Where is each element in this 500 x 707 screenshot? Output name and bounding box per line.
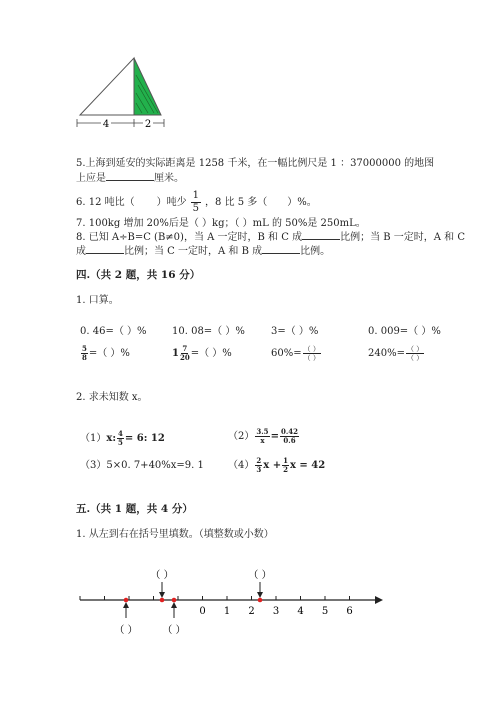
question-8-blank-2[interactable] bbox=[86, 244, 124, 254]
question-8-text-e: 比例。 bbox=[300, 246, 331, 257]
number-line-tick-label: 2 bbox=[248, 606, 255, 617]
number-line-tick-labels bbox=[199, 606, 352, 617]
question-6-text-c: ，8 比 5 多（ bbox=[205, 197, 268, 208]
question-8-text-c: 成 bbox=[76, 246, 86, 257]
oral-item-5-fraction: $\frac{5}{8}$ bbox=[82, 344, 87, 362]
oral-item-3: 3=（ ）% bbox=[271, 326, 319, 337]
question-5-text-b: 上应是 bbox=[76, 173, 106, 184]
question-5-line1: 5.上海到延安的实际距离是 1258 千米，在一幅比例尺是 1 ：37000000 的地图 bbox=[76, 158, 435, 169]
oral-item-5: $\frac{5}{8}$ =（ ）% bbox=[82, 344, 130, 362]
question-6 bbox=[76, 190, 317, 215]
paren-top-d: （ ） bbox=[248, 570, 272, 581]
oral-item-1: 0. 46=（ ）% bbox=[80, 326, 147, 337]
question-8-text-b: 比例；当 B 一定时，A 和 C bbox=[340, 232, 466, 243]
question-8-blank-1[interactable] bbox=[302, 230, 340, 240]
oral-item-7: 60%= $\frac{( )}{( )}$ bbox=[271, 345, 320, 362]
oral-item-8-fraction: $\frac{( )}{( )}$ bbox=[406, 345, 424, 362]
triangle-right-length: 2 bbox=[144, 119, 152, 130]
number-line-arrowhead bbox=[375, 596, 383, 604]
arrow-a-head bbox=[123, 602, 129, 608]
number-line-tick-label: 1 bbox=[223, 606, 231, 617]
point-b bbox=[160, 598, 165, 603]
arrow-d-head bbox=[257, 592, 263, 598]
triangle-left-length: 4 bbox=[102, 119, 110, 130]
section-5-title: 五.（共 1 题，共 4 分） bbox=[76, 503, 193, 515]
question-6-text-d: ）%。 bbox=[287, 197, 317, 208]
question-6-fraction bbox=[191, 190, 201, 215]
oral-item-2: 10. 08=（ ）% bbox=[172, 326, 245, 337]
question-8-blank-3[interactable] bbox=[262, 244, 300, 254]
paren-bottom-c: （ ） bbox=[162, 625, 186, 636]
point-c bbox=[172, 598, 177, 603]
numberline-title: 1. 从左到右在括号里填数。（填整数或小数） bbox=[76, 529, 274, 540]
question-8-line2 bbox=[76, 244, 330, 258]
equation-3: （3）5×0. 7+40%x=9. 1 bbox=[80, 460, 204, 471]
question-6-text-b: ）吨少 bbox=[156, 197, 187, 208]
number-line-tick-label: 5 bbox=[321, 606, 329, 617]
question-8-line1 bbox=[76, 230, 465, 244]
question-6-text-a: 6. 12 吨比（ bbox=[76, 197, 135, 208]
number-line-tick-label: 0 bbox=[199, 606, 206, 617]
triangle-figure bbox=[70, 55, 180, 135]
oral-item-7-fraction: $\frac{( )}{( )}$ bbox=[303, 345, 320, 362]
equation-4: （4） $\frac{2}{3}$ x + $\frac{1}{2}$ x = 42 bbox=[228, 456, 326, 474]
oral-item-6: 1 $\frac{7}{20}$ =（ ）% bbox=[172, 344, 232, 362]
paren-bottom-a: （ ） bbox=[114, 625, 138, 636]
oral-item-4: 0. 009=（ ）% bbox=[368, 326, 441, 337]
paren-top-b: （ ） bbox=[150, 570, 174, 581]
question-5-blank[interactable] bbox=[106, 171, 154, 181]
number-line-tick-label: 4 bbox=[297, 606, 304, 617]
oral-item-8: 240%= $\frac{( )}{( )}$ bbox=[368, 345, 424, 362]
question-6-frac-num: 1 bbox=[192, 190, 199, 201]
point-a bbox=[124, 598, 129, 603]
section-4-title: 四.（共 2 题，共 16 分） bbox=[76, 269, 201, 281]
oral-calc-title: 1. 口算。 bbox=[76, 295, 119, 306]
question-7: 7. 100kg 增加 20%后是（ ）kg；（ ）mL 的 50%是 250mL。 bbox=[76, 218, 366, 229]
arrow-b-head bbox=[159, 592, 165, 598]
question-6-frac-den: 5 bbox=[192, 203, 199, 214]
oral-item-6-fraction: $\frac{7}{20}$ bbox=[179, 344, 190, 362]
number-line-tick-label: 6 bbox=[346, 606, 353, 617]
number-line bbox=[70, 560, 390, 650]
arrow-c-head bbox=[171, 602, 177, 608]
solve-x-title: 2. 求未知数 x。 bbox=[76, 392, 148, 403]
question-5-line2 bbox=[76, 171, 184, 185]
question-8-text-a: 8. 已知 A÷B=C (B≠0)，当 A 一定时，B 和 C 成 bbox=[76, 232, 303, 243]
triangle-left-part bbox=[80, 58, 134, 115]
number-line-tick-label: 3 bbox=[272, 606, 280, 617]
equation-1: （1）x: $\frac{4}{5}$ = 6: 12 bbox=[80, 429, 165, 447]
question-5-text-c: 厘米。 bbox=[154, 173, 184, 184]
equation-2: （2） $\frac{3.5}{x}$ = $\frac{0.42}{0.6}$ bbox=[228, 427, 299, 445]
point-d bbox=[258, 598, 263, 603]
question-8-text-d: 比例；当 C 一定时，A 和 B 成 bbox=[124, 246, 263, 257]
